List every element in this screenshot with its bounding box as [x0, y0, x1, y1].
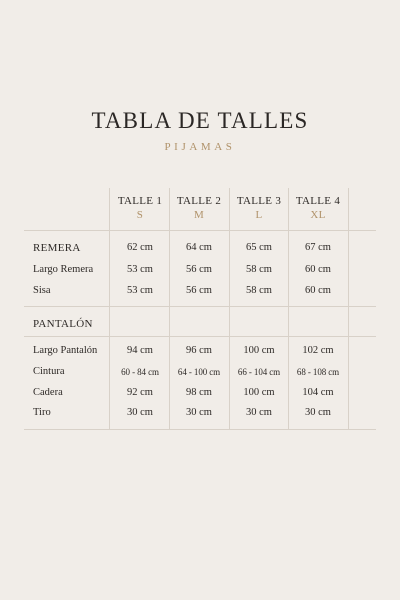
table-cell: 60 cm: [305, 285, 331, 296]
column-header-label: TALLE 1: [117, 195, 163, 207]
row-divider: [24, 306, 376, 307]
row-label-cintura: Cintura: [33, 366, 65, 377]
table-cell: 65 cm: [246, 242, 272, 253]
column-header-label: TALLE 2: [176, 195, 222, 207]
table-cell: 30 cm: [186, 407, 212, 418]
row-divider: [24, 336, 376, 337]
table-cell: 66 - 104 cm: [237, 367, 281, 377]
table-cell: 60 cm: [305, 264, 331, 275]
table-cell: 30 cm: [246, 407, 272, 418]
table-cell: 58 cm: [246, 264, 272, 275]
section-label-remera: REMERA: [33, 242, 81, 254]
column-header-talle-4: [288, 194, 348, 222]
row-label-largo-pantalon: Largo Pantalón: [33, 345, 98, 356]
table-cell: 94 cm: [127, 345, 153, 356]
table-cell: 96 cm: [186, 345, 212, 356]
section-label-pantalon: PANTALÓN: [33, 318, 93, 330]
column-divider: [348, 188, 349, 430]
row-label-tiro: Tiro: [33, 407, 51, 418]
table-cell: 58 cm: [246, 285, 272, 296]
table-cell: 92 cm: [127, 387, 153, 398]
table-cell: 53 cm: [127, 264, 153, 275]
row-label-cadera: Cadera: [33, 387, 63, 398]
column-header-size: S: [136, 209, 144, 221]
column-header-size: M: [193, 209, 205, 221]
table-cell: 56 cm: [186, 285, 212, 296]
table-cell: 67 cm: [305, 242, 331, 253]
table-cell: 102 cm: [302, 345, 334, 356]
column-header-label: TALLE 3: [236, 195, 282, 207]
column-header-size: XL: [310, 209, 326, 221]
table-cell: 104 cm: [302, 387, 334, 398]
table-cell: 62 cm: [127, 242, 153, 253]
column-header-size: L: [255, 209, 263, 221]
table-cell: 100 cm: [243, 387, 275, 398]
table-cell: 68 - 108 cm: [296, 367, 340, 377]
row-label-largo-remera: Largo Remera: [33, 264, 94, 275]
row-divider: [24, 230, 376, 231]
column-header-talle-2: [169, 194, 229, 222]
column-header-talle-3: [229, 194, 289, 222]
table-cell: 100 cm: [243, 345, 275, 356]
table-cell: 64 cm: [186, 242, 212, 253]
table-cell: 60 - 84 cm: [121, 367, 159, 377]
row-label-sisa: Sisa: [33, 285, 51, 296]
column-header-talle-1: [110, 194, 170, 222]
size-table: [24, 188, 376, 430]
table-cell: 98 cm: [186, 387, 212, 398]
table-cell: 56 cm: [186, 264, 212, 275]
page-subtitle: PIJAMAS: [164, 141, 236, 153]
page-title: TABLA DE TALLES: [91, 108, 309, 133]
table-cell: 30 cm: [127, 407, 153, 418]
table-cell: 53 cm: [127, 285, 153, 296]
column-header-label: TALLE 4: [295, 195, 341, 207]
row-divider: [24, 429, 376, 430]
table-cell: 30 cm: [305, 407, 331, 418]
table-cell: 64 - 100 cm: [177, 367, 221, 377]
